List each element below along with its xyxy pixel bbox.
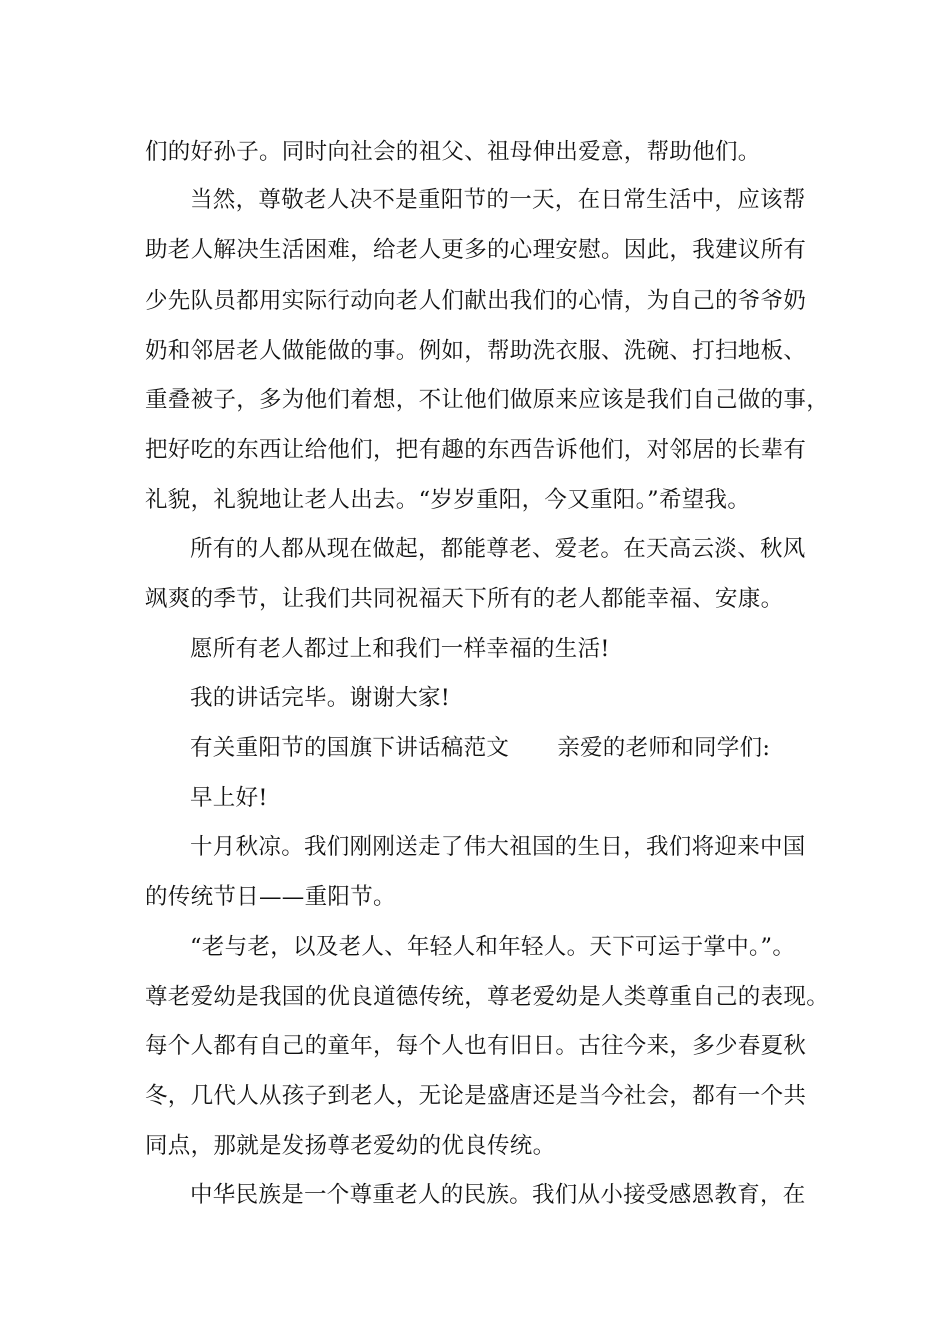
- text-line: 飒爽的季节，让我们共同祝福天下所有的老人都能幸福、安康。: [145, 586, 784, 612]
- paragraph-first-line: “老与老，以及老人、年轻人和年轻人。天下可运于掌中。”。: [190, 934, 796, 960]
- text-line: 尊老爱幼是我国的优良道德传统，尊老爱幼是人类尊重自己的表现。: [145, 984, 830, 1010]
- text-line: 们的好孙子。同时向社会的祖父、祖母伸出爱意，帮助他们。: [145, 139, 761, 165]
- salutation: 亲爱的老师和同学们:: [557, 735, 771, 761]
- greeting-line: 早上好!: [190, 785, 268, 811]
- text-line: 每个人都有自己的童年，每个人也有旧日。古往今来，多少春夏秋: [145, 1033, 807, 1059]
- text-line: 冬，几代人从孩子到老人，无论是盛唐还是当今社会，都有一个共: [145, 1083, 807, 1109]
- paragraph-first-line: 中华民族是一个尊重老人的民族。我们从小接受感恩教育，在: [190, 1182, 806, 1208]
- text-line: 礼貌，礼貌地让老人出去。“岁岁重阳，今又重阳。”希望我。: [145, 487, 751, 513]
- paragraph-first-line: 所有的人都从现在做起，都能尊老、爱老。在天高云淡、秋风: [190, 536, 806, 562]
- text-line: 把好吃的东西让给他们，把有趣的东西告诉他们，对邻居的长辈有: [145, 437, 807, 463]
- speech-title: 有关重阳节的国旗下讲话稿范文: [190, 735, 510, 761]
- text-line: 奶和邻居老人做能做的事。例如，帮助洗衣服、洗碗、打扫地板、: [145, 338, 807, 364]
- paragraph-first-line: 当然，尊敬老人决不是重阳节的一天，在日常生活中，应该帮: [190, 187, 806, 213]
- paragraph-first-line: 我的讲话完毕。谢谢大家!: [190, 685, 451, 711]
- text-line: 同点，那就是发扬尊老爱幼的优良传统。: [145, 1133, 556, 1159]
- text-line: 重叠被子，多为他们着想，不让他们做原来应该是我们自己做的事，: [145, 387, 830, 413]
- paragraph-first-line: 十月秋凉。我们刚刚送走了伟大祖国的生日，我们将迎来中国: [190, 834, 806, 860]
- paragraph-first-line: 愿所有老人都过上和我们一样幸福的生活!: [190, 636, 610, 662]
- text-line: 的传统节日——重阳节。: [145, 884, 396, 910]
- text-line: 助老人解决生活困难，给老人更多的心理安慰。因此，我建议所有: [145, 237, 807, 263]
- text-line: 少先队员都用实际行动向老人们献出我们的心情，为自己的爷爷奶: [145, 288, 807, 314]
- heading-line: [190, 728, 830, 768]
